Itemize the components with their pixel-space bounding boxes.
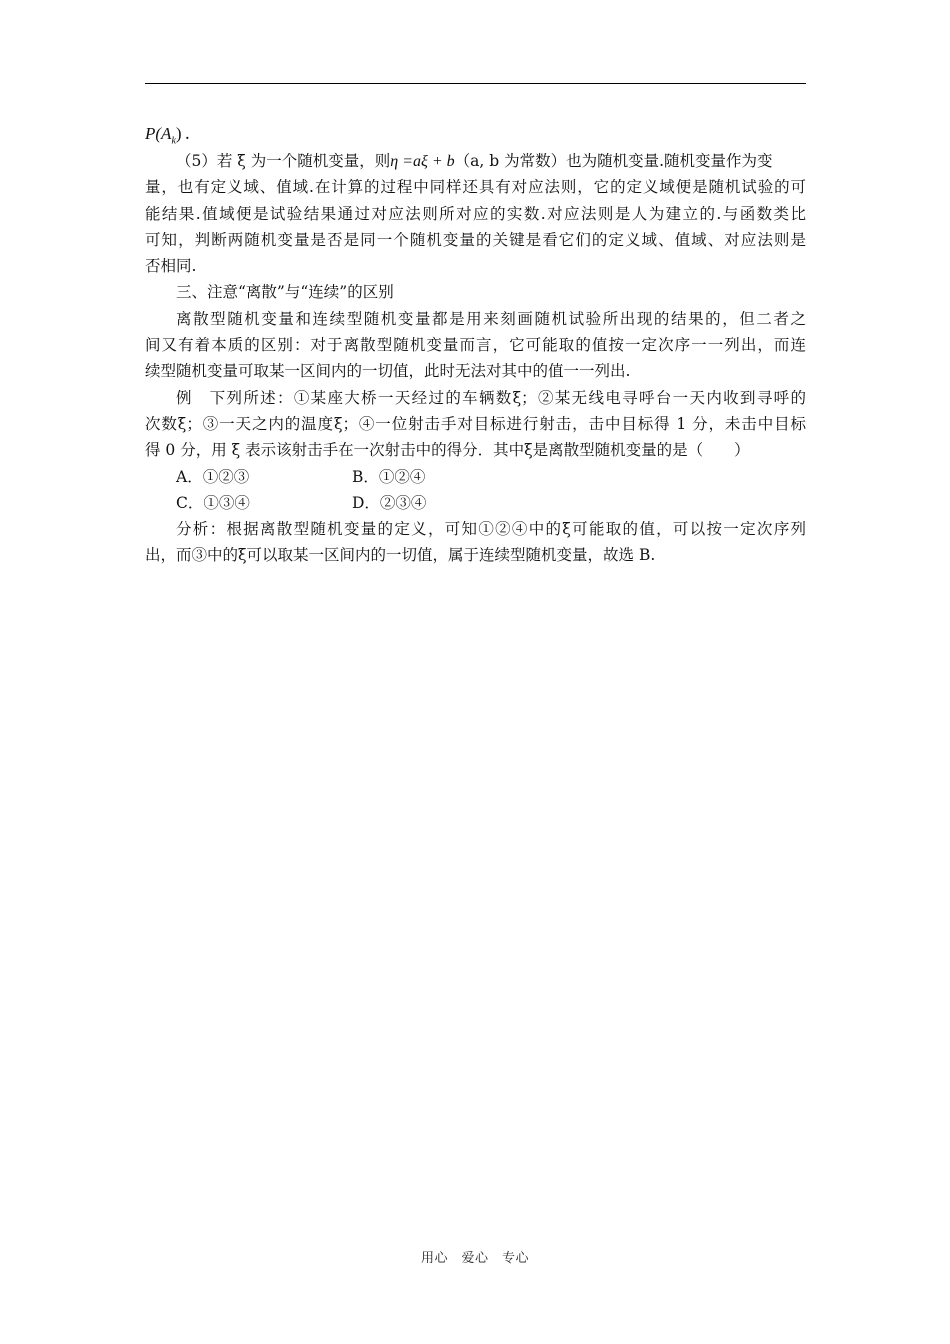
analysis-line-1: 分析：根据离散型随机变量的定义，可知①②④中的ξ可能取的值，可以按一定次序列 [176,520,806,539]
para5-line-3: 可知，判断两随机变量是否是同一个随机变量的关键是看它们的定义域、值域、对应法则是 [145,230,806,249]
para5-line-2: 能结果.值域便是试验结果通过对应法则所对应的实数.对应法则是人为建立的.与函数类比 [145,204,806,223]
option-c: C．①③④ [176,493,250,512]
section3-line-1: 离散型随机变量和连续型随机变量都是用来刻画随机试验所出现的结果的，但二者之 [176,309,806,328]
page-footer: 用心 爱心 专心 [420,1251,529,1266]
formula-subscript: k [171,135,176,147]
para5-prefix: （5）若 ξ 为一个随机变量，则 [176,152,391,170]
formula-close: ) [175,124,182,143]
analysis-line-2: 出，而③中的ξ可以取某一区间内的一切值，属于连续型随机变量，故选 B. [145,546,656,565]
para5-first-line [145,148,806,174]
formula-continuation [145,120,806,148]
formula-period: . [184,124,190,144]
para5-line-1: 量，也有定义域、值域.在计算的过程中同样还具有对应法则，它的定义域便是随机试验的可 [145,178,806,197]
section3-line-3: 续型随机变量可取某一区间内的一切值，此时无法对其中的值一一列出. [145,362,631,381]
options-row-2 [145,490,806,516]
para5-suffix: （a, b 为常数）也为随机变量.随机变量作为变 [454,152,773,170]
section3-heading: 三、注意“离散”与“连续”的区别 [176,283,394,302]
section3-line-2: 间又有着本质的区别：对于离散型随机变量而言，它可能取的值按一定次序一一列出，而连 [145,336,806,355]
document-body [145,120,806,569]
header-rule [145,83,806,84]
formula-p-a: P(A [145,124,172,143]
option-d: D．②③④ [352,493,427,512]
option-a: A．①②③ [176,467,250,486]
example-line-3: 得 0 分，用 ξ 表示该射击手在一次射击中的得分．其中ξ是离散型随机变量的是（ ） [145,441,750,460]
example-line-2: 次数ξ；③一天之内的温度ξ；④一位射击手对目标进行射击，击中目标得 1 分，未击中目标 [145,414,806,433]
option-b: B．①②④ [352,467,426,486]
options-row-1 [145,464,806,490]
para5-formula: η =aξ + b [390,153,455,170]
example-line-1: 例 下列所述：①某座大桥一天经过的车辆数ξ；②某无线电寻呼台一天内收到寻呼的 [176,388,806,407]
para5-line-4: 否相同. [145,257,197,276]
